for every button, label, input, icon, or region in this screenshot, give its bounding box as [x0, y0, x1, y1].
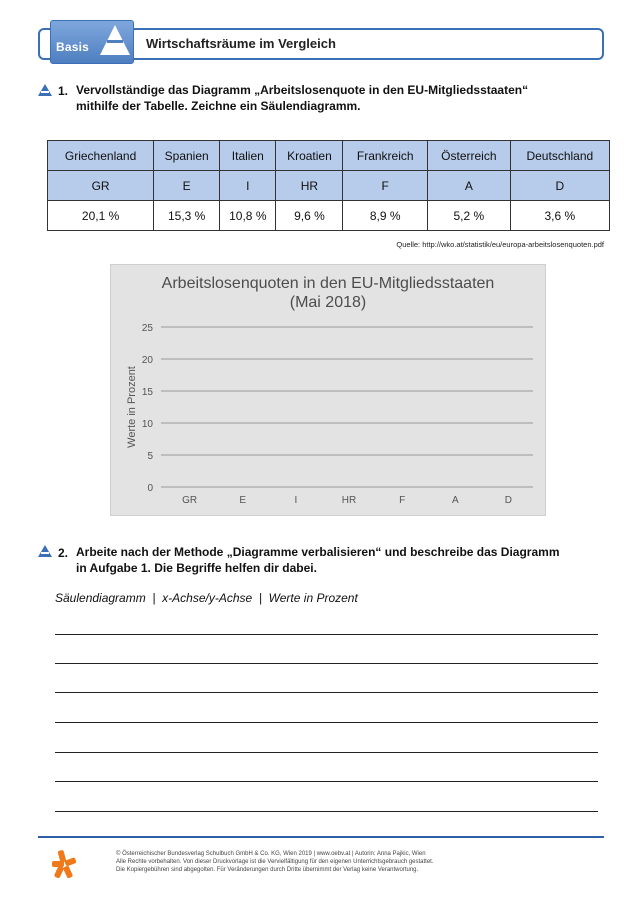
- bar-chart: [111, 265, 545, 515]
- table-row-codes: [48, 171, 610, 201]
- x-tick-label: I: [294, 495, 298, 506]
- table-cell: Frankreich: [343, 141, 428, 171]
- table-cell: 20,1 %: [48, 201, 154, 231]
- task2-number: 2.: [58, 546, 69, 560]
- x-tick-label: A: [451, 495, 459, 506]
- task1-number: 1.: [58, 84, 69, 98]
- y-tick-label: 5: [147, 451, 153, 462]
- writing-line: [55, 692, 598, 693]
- writing-line: [55, 811, 598, 812]
- writing-line: [55, 781, 598, 782]
- source-citation: Quelle: http://wko.at/statistik/eu/europa-arbeitslosenquoten.pdf: [396, 240, 604, 249]
- y-tick-label: 25: [141, 323, 153, 334]
- table-cell: E: [154, 171, 220, 201]
- y-axis-label: Werte in Prozent: [126, 366, 138, 448]
- table-row-countries: [48, 141, 610, 171]
- publisher-logo-icon: [52, 850, 76, 878]
- x-tick-label: F: [399, 495, 406, 506]
- table-cell: F: [343, 171, 428, 201]
- footer-copyright: [116, 850, 434, 874]
- table-cell: Griechenland: [48, 141, 154, 171]
- task2-text-line2: in Aufgabe 1. Die Begriffe helfen dir dabei.: [76, 561, 317, 575]
- table-row-values: [48, 201, 610, 231]
- writing-line: [55, 634, 598, 635]
- unemployment-table: [47, 140, 610, 231]
- x-tick-label: E: [239, 495, 247, 506]
- table-cell: 10,8 %: [220, 201, 276, 231]
- table-cell: 15,3 %: [154, 201, 220, 231]
- footer-line: Alle Rechte vorbehalten. Von dieser Druckvorlage ist die Vervielfältigung für den eigenen Unterrichtsgebrauch gestattet.: [116, 859, 434, 865]
- y-tick-label: 15: [141, 387, 153, 398]
- table-cell: Italien: [220, 141, 276, 171]
- triangle-icon-stripe: [107, 40, 123, 43]
- footer-rule: [38, 836, 604, 838]
- task2-text-line1: Arbeite nach der Methode „Diagramme verbalisieren“ und beschreibe das Diagramm: [76, 545, 560, 559]
- footer-line: Die Kopiergebühren sind abgegolten. Für Veränderungen durch Dritte übernimmt der Verlag keine Verantwortung.: [116, 867, 419, 873]
- table-cell: 3,6 %: [510, 201, 609, 231]
- x-tick-label: HR: [341, 495, 357, 506]
- page-title: Wirtschaftsräume im Vergleich: [146, 36, 336, 51]
- writing-line: [55, 722, 598, 723]
- table-cell: 9,6 %: [276, 201, 343, 231]
- y-tick-label: 20: [141, 355, 153, 366]
- table-cell: 5,2 %: [428, 201, 511, 231]
- table-cell: HR: [276, 171, 343, 201]
- table-cell: I: [220, 171, 276, 201]
- task-level-icon: [38, 84, 52, 96]
- table-cell: GR: [48, 171, 154, 201]
- chart-area: [110, 264, 546, 516]
- chart-title: Arbeitslosenquoten in den EU-Mitgliedsstaaten: [161, 275, 495, 292]
- table-cell: 8,9 %: [343, 201, 428, 231]
- y-tick-label: 0: [147, 483, 153, 494]
- table-cell: Österreich: [428, 141, 511, 171]
- table-cell: A: [428, 171, 511, 201]
- table-cell: Spanien: [154, 141, 220, 171]
- writing-line: [55, 663, 598, 664]
- table-cell: Kroatien: [276, 141, 343, 171]
- table-cell: Deutschland: [510, 141, 609, 171]
- footer-line: © Österreichischer Bundesverlag Schulbuch GmbH & Co. KG, Wien 2019 | www.oebv.at | Autorin: Anna Pajkic, Wien: [116, 851, 426, 857]
- table-cell: D: [510, 171, 609, 201]
- x-tick-label: D: [504, 495, 513, 506]
- task-level-icon: [38, 545, 52, 557]
- keyword-list: Säulendiagramm | x-Achse/y-Achse | Werte in Prozent: [55, 591, 358, 605]
- chart-subtitle: (Mai 2018): [289, 294, 367, 311]
- y-tick-label: 10: [141, 419, 153, 430]
- badge-label: Basis: [56, 40, 90, 54]
- writing-line: [55, 752, 598, 753]
- task1-text-line2: mithilfe der Tabelle. Zeichne ein Säulendiagramm.: [76, 99, 361, 113]
- x-tick-label: GR: [182, 495, 198, 506]
- task1-text-line1: Vervollständige das Diagramm „Arbeitslosenquote in den EU-Mitgliedsstaaten“: [76, 83, 529, 97]
